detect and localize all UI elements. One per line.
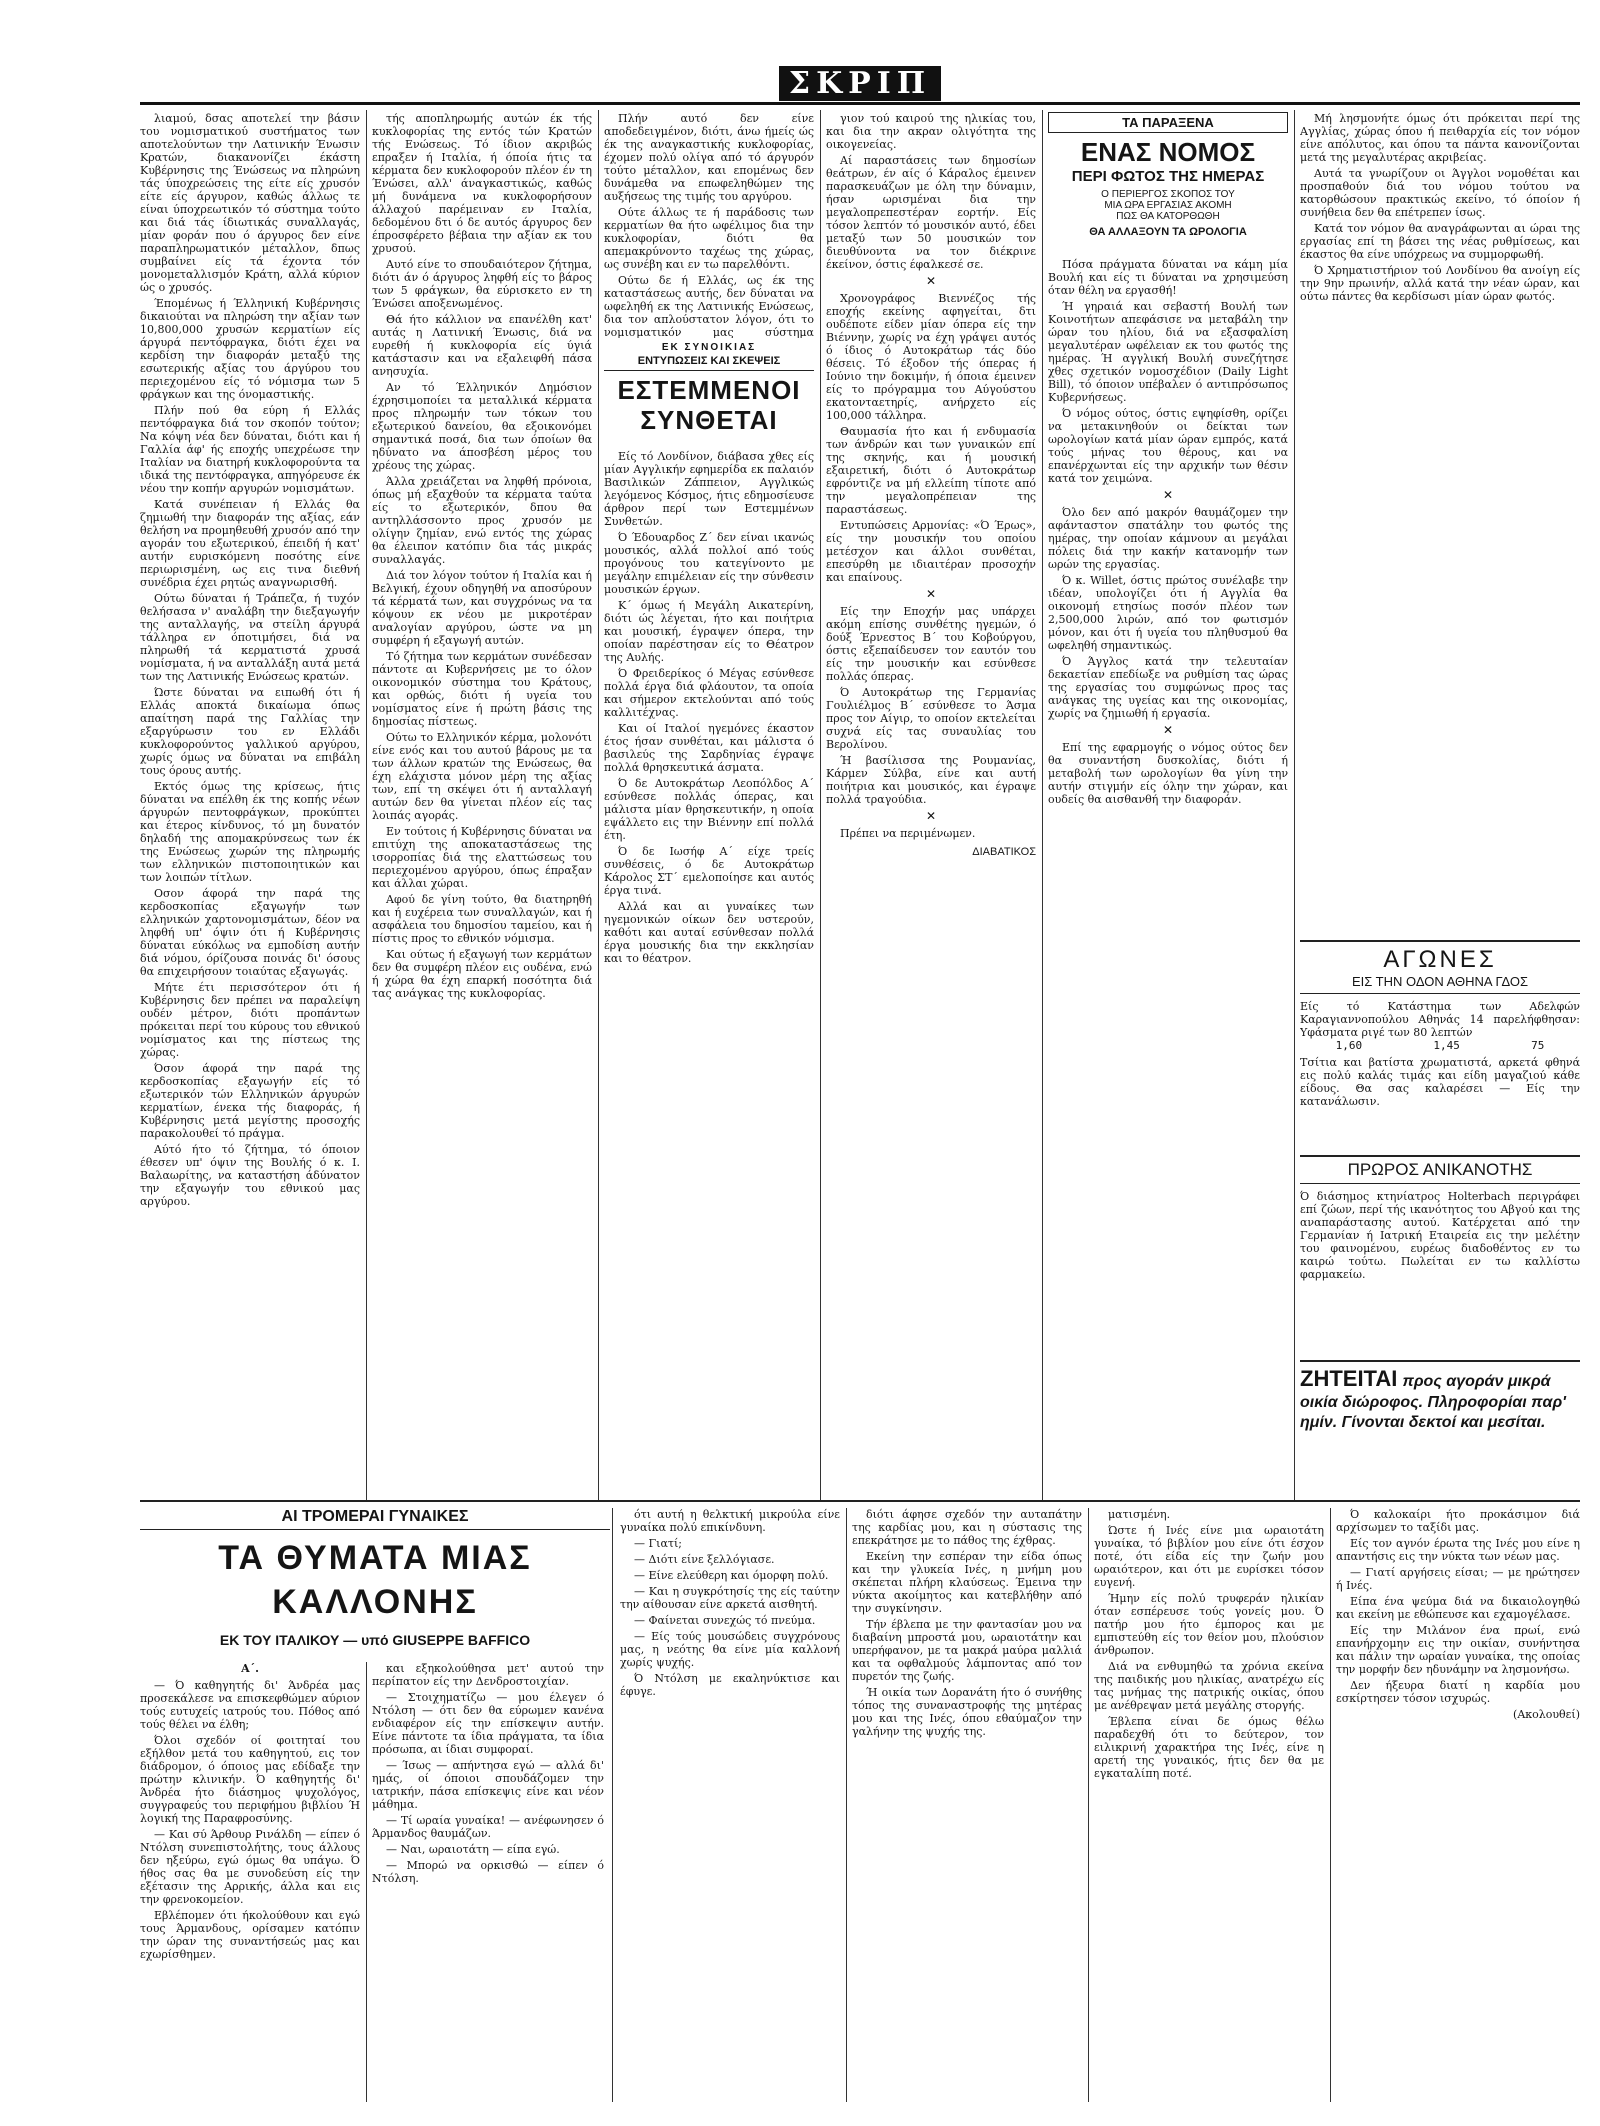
masthead bbox=[140, 62, 1580, 104]
serial-paragraph: Ώστε ή Ινές είνε μια ωραιοτάτη γυναίκα, τό βιβλίον μου είνε ότι έσχον ποτέ, ότι είδα είς την ζωήν μου ωραιότερον, και ότι με ευρίσκει τόσον ευγενή. bbox=[1094, 1524, 1324, 1589]
column-divider bbox=[820, 110, 821, 1500]
column-3-paragraph: Ούτω δε ή Ελλάς, ως έκ της καταστάσεως αυτής, δεν δύναται να ωφεληθή εκ της Λατινικής Ενώσεως, δια τον απλούστατον λόγον, ότι το νομισματικόν μας σύστημα bbox=[604, 274, 814, 338]
serial-headline: ΤΑ ΘΥΜΑΤΑ ΜΙΑΣ ΚΑΛΛΟΝΗΣ bbox=[218, 1539, 532, 1621]
story-paragraph: Είς τό Λονδίνον, διάβασα χθες είς μίαν Αγγλικήν εφημερίδα εκ παλαιόν Βασιλικών Ζάππειον, Αγγλικώς λεγόμενος Κόσμος, ήτις εδημοσίευσε άρθρον περί των Εστεμμένων Συνθετών. bbox=[604, 450, 814, 528]
serial-paragraph: — Είνε ελεύθερη και όμορφη πολύ. bbox=[634, 1569, 829, 1582]
agones-subtitle: ΕΙΣ ΤΗΝ ΟΔΟΝ ΑΘΗΝΑ ΓΔΟΣ bbox=[1300, 974, 1580, 994]
separator-mark: ✕ bbox=[1162, 488, 1174, 502]
column-1-paragraph: Αύτό ήτο τό ζήτημα, τό όποιον έθεσεν υπ' όψιν της Βουλής ό κ. Ι. Βαλαωρίτης, να καταστήση άδύνατον την εξαγωγήν του εθνικού μας αργύρου. bbox=[140, 1143, 360, 1208]
column-5-paragraph: Ό νόμος ούτος, όστις εψηφίσθη, ορίζει να μετακινηθούν οι δείκται των ωρολογίων κατά μίαν ώραν εμπρός, κατά τούς μήνας του θέρους, και να επανέρχωνται είς την αρχικήν των θέσιν κατά τον χειμώνα. bbox=[1048, 407, 1288, 485]
column-1-paragraph: Πλήν πού θα εύρη ή Ελλάς πεντόφραγκα διά τον σκοπόν τούτον; Να κόψη νέα δεν δύναται, διότι και ή Γαλλία άφ' ής εποχής υπεχρέωσε την Ιταλίαν να διατηρή κυκλοφορούντα τα ιδικά της πεντόφραγκα, απηγόρευσε έκ νέου την κοπήν αργυρών νομισμάτων. bbox=[140, 404, 360, 495]
serial-column-4 bbox=[852, 1508, 1082, 2102]
paraxena-sub-4: ΘΑ ΑΛΛΑΞΟΥΝ ΤΑ ΩΡΟΛΟΓΙΑ bbox=[1089, 226, 1247, 238]
story-paragraph: Αλλά και αι γυναίκες των ηγεμονικών οίκων δεν υστερούν, καθότι και αυταί εσύνθεσαν πολλά έργα μουσικής δια την εκκλησίαν και το θέατρον. bbox=[604, 900, 814, 965]
column-3-paragraph: Ούτε άλλως τε ή παράδοσις των κερματίων θα ήτο ωφέλιμος δια την κυκλοφορίαν, διότι θα απεμακρύνοντο ταχέως της χώρας, ως συνέβη και εν τω παρελθόντι. bbox=[604, 206, 814, 271]
column-2-paragraph: Αυτό είνε το σπουδαιότερον ζήτημα, διότι άν ό άργυρος ληφθή είς το βάρος των 5 φράγκων, θα εύρισκετο εν τη Ένώσει αποξενωμένος. bbox=[372, 258, 592, 310]
serial-paragraph: Διά να ενθυμηθώ τα χρόνια εκείνα της παιδικής μου ηλικίας, ανατρέχω είς τας μνήμας της πατρικής οικίας, όπου με ανέθρεψαν μετά μεγάλης στοργής. bbox=[1094, 1660, 1324, 1712]
column-5-paragraph: Πόσα πράγματα δύναται να κάμη μία Βουλή και είς τι δύναται να χρησιμεύση όταν θέλη να εργασθή! bbox=[1048, 258, 1288, 297]
column-divider bbox=[846, 1508, 847, 2102]
column-divider bbox=[598, 110, 599, 1500]
column-5-paragraph: Ή γηραιά και σεβαστή Βουλή των Κοινοτήτων απεφάσισε να μεταβάλη την ώραν του ηλίου, διά να εξασφαλίση μεγαλυτέραν ωφέλειαν εκ του φωτός της ημέρας. Ή αγγλική Βουλή συνεζήτησε χθες σχετικόν νομοσχέδιον (Daily Light Bill), τό όποιον υπέβαλεν ό αντιπρόσωπος Κυβερνήσεως. bbox=[1048, 300, 1288, 404]
column-2-paragraph: Εν τούτοις ή Κυβέρνησις δύναται να επιτύχη της αποκαταστάσεως της ισορροπίας διά της ελαττώσεως του περιεχομένου αργύρου, όπως έπραξαν και άλλαι χώραι. bbox=[372, 825, 592, 890]
center-headline-block bbox=[604, 342, 814, 442]
serial-column-6 bbox=[1336, 1508, 1580, 2102]
serial-paragraph: — Τί ωραία γυναίκα! — ανέφωνησεν ό Άρμανδος θαυμάζων. bbox=[372, 1814, 604, 1840]
column-6-paragraph: Αυτά τα γνωρίζουν οι Άγγλοι νομοθέται και προσπαθούν διά του νόμου τούτου να κατορθώσουν πρακτικώς εκείνο, τό όποίον ή συνήθεια δεν θα επέτρεπεν ίσως. bbox=[1300, 167, 1580, 219]
serial-paragraph: Τήν έβλεπα με την φαντασίαν μου να διαβαίνη μπροστά μου, ωραιοτάτην και υπερήφανον, με τα μακρά μαύρα μαλλιά και τα οφθαλμούς λάμποντας από τον πυρετόν της ζωής. bbox=[852, 1618, 1082, 1683]
column-2-paragraph: τής αποπληρωμής αυτών έκ τής κυκλοφορίας της εντός τών Κρατών τής Ενώσεως. Τό ίδιον ακριβώς επραξεν ή Ιταλία, ή όποία ήτις τα κέρματα δεν κυκλοφορούν πλέον έν τη Ένώσει, αλλ' άναγκαστικώς, καθώς μή δυνάμενα να κυκλοφορήσουν άλλαχού παρέμειναν εν Ιταλία, δεδομένου δτι ό δε αυτός άργυρος δεν έπροσφέρετο βέβαια την αξίαν εκ του χρυσού. bbox=[372, 112, 592, 255]
serial-paragraph: — Ναι, ωραιοτάτη — είπα εγώ. bbox=[386, 1843, 560, 1856]
serial-paragraph: — Ίσως — απήντησα εγώ — αλλά δι' ημάς, οί όποιοι σπουδάζομεν την ιατρικήν, πάσα επίσκεψις είνε και νέον μάθημα. bbox=[372, 1759, 604, 1811]
column-4-paragraph: Πρέπει να περιμένωμεν. bbox=[840, 827, 976, 840]
agones-text-2: Τσίτια και βατίστα χρωματιστά, αρκετά φθηνά εις πολύ καλάς τιμάς και είδη μαγαζιού κάθε είδους. Θα σας καλαρέσει — Είς την κατανάλωσιν. bbox=[1300, 1056, 1580, 1108]
column-5-paragraph: Ό Άγγλος κατά την τελευταίαν δεκαετίαν επεδίωξε να ρυθμίση τας ώρας της εργασίας του συμφώνως προς τας ανάγκας της υγείας και της οικονομίας, χωρίς να ζημιωθή ή εργασία. bbox=[1048, 655, 1288, 720]
column-6-paragraph: Μή λησμονήτε όμως ότι πρόκειται περί της Αγγλίας, χώρας όπου ή πειθαρχία είς τον νόμον είνε απόλυτος, και όπου τα πάντα κανονίζονται μετά της μεγαλυτέρας ακριβείας. bbox=[1300, 112, 1580, 164]
serial-divider bbox=[140, 1500, 1580, 1502]
price-1: 1,60 bbox=[1335, 1039, 1363, 1052]
story-paragraph: Ό δε Ιωσήφ Α΄ είχε τρείς συνθέσεις, ό δε Αυτοκράτωρ Κάρολος ΣΤ΄ εμελοποίησε και αυτός έργα τινά. bbox=[604, 845, 814, 897]
agones-text: Είς τό Κατάστημα των Αδελφών Καραγιαννοπούλου Αθηνάς 14 παρελήφθησαν: Υφάσματα ριγέ των 80 λεπτών bbox=[1300, 1000, 1580, 1039]
column-4-paragraph: Χρονογράφος Βιεννέζος τής εποχής εκείνης αφηγείται, δτι ουδέποτε είδεν μίαν όπερα είς την Βιέννην, χωρίς να έχη γράψει αυτός ό ίδιος ό Αυτοκράτωρ τάς δύο θέσεις. Τό έξοδον τής όπερας ή Ιούνιο την δοκιμήν, ή όποια έμεινεν είς το πρόγραμμα του Αύγούστου εκατονταετηρίς, ανήρχετο είς 100,000 τάλληρα. bbox=[826, 292, 1036, 422]
serial-paragraph: Όλοι σχεδόν οί φοιτηταί του εξήλθον μετά του καθηγητού, εις τον διάδρομον, ό όποιος μας εδίδαξε την πρώτην κλινικήν. Ό καθηγητής δι' Άνδρέα ήτο διάσημος ψυχολόγος, συγγραφεύς του περιφήμου βιβλίου Ή λογική της Παραφροσύνης. bbox=[140, 1734, 360, 1825]
column-2-paragraph: Ούτω το Ελληνικόν κέρμα, μολονότι είνε ενός και του αυτού βάρους με τα των άλλων κρατών της Ενώσεως, θα έχη ελάχιστα μόνον μέρη της αξίας των, επί τη σκέψει ότι ή ανταλλαγή αυτών δεν θα γίνεται πλέον είς τας λοιπάς αγοράς. bbox=[372, 731, 592, 822]
story-paragraph: Κ΄ όμως ή Μεγάλη Αικατερίνη, διότι ώς λέγεται, ήτο και ποιήτρια και μουσική, έγραψεν όπερα, την οποίαν παρέστησαν είς το Θέατρον της Αυλής. bbox=[604, 599, 814, 664]
column-6-paragraph: Ό Χρηματιστήριον τού Λονδίνου θα ανοίγη είς την 9ην πρωινήν, αλλά κατά την νέαν ώραν, και ούτω πάντες θα κερδίσωσι μίαν ώραν φωτός. bbox=[1300, 264, 1580, 303]
column-divider bbox=[1294, 110, 1295, 1500]
column-4-paragraph: Ή βασίλισσα της Ρουμανίας, Κάρμεν Σύλβα, είνε και αυτή ποιήτρια και μουσικός, και έγραψε πολλά τραγούδια. bbox=[826, 754, 1036, 806]
column-3-story bbox=[604, 450, 814, 1490]
serial-column-2 bbox=[372, 1662, 604, 2102]
section-label: ΕΚ ΣΥΝΟΙΚΙΑΣ bbox=[661, 342, 757, 353]
paraxena-sub-1: Ο ΠΕΡΙΕΡΓΟΣ ΣΚΟΠΟΣ ΤΟΥ bbox=[1101, 189, 1235, 200]
column-2-paragraph: Τό ζήτημα των κερμάτων συνέδεσαν πάντοτε αι Κυβερνήσεις με το όλον οικονομικόν σύστημα του Κράτους, και ορθώς, διότι ή υγεία του νομίσματος είνε ή πρώτη βάσις της δημοσίας πίστεως. bbox=[372, 650, 592, 728]
agones-prices bbox=[1300, 1039, 1580, 1052]
serial-paragraph: — Και σύ Άρθουρ Ρινάλδη — είπεν ό Ντόλση συνεπιστολήτης, τους άλλους δεν ηξεύρω, εγώ όμως θα υπάγω. Ό ήθος σας θα με συνοδεύση είς την εξέτασιν της Αρρικής, άλλα και εις την φρενοκομείον. bbox=[140, 1828, 360, 1906]
story-paragraph: Ό δε Αυτοκράτωρ Λεοπόλδος Α΄ εσύνθεσε πολλάς όπερας, και μάλιστα μίαν θρησκευτικήν, η οποία εψάλλετο εις την Βιέννην επί πολλά έτη. bbox=[604, 777, 814, 842]
serial-paragraph: — Είς τούς μουσώδεις συγχρόνους μας, η νεότης θα είνε μία καλλονή χωρίς ψυχής. bbox=[620, 1630, 840, 1669]
serial-paragraph: Δεν ήξευρα διατί η καρδία μου εσκίρτησεν τόσον ισχυρώς. bbox=[1336, 1679, 1580, 1705]
serial-paragraph: Έβλεπα είναι δε όμως θέλω παραδεχθή ότι το δεύτερον, τον ειλικρινή χαρακτήρα της Ινές, είνε η αρετή της γυναικός, ήτις δεν θα με εγκαταλίπη ποτέ. bbox=[1094, 1715, 1324, 1780]
column-4-paragraph: Αί παραστάσεις των δημοσίων θεάτρων, έν αίς ό Κάραλος έμεινεν παρασκευάζων με όλη την δύναμιν, ήσαν ωρισμέναι δια την μεγαλοπρεπεστέραν εορτήν. Είς τόσον λεπτόν τό μουσικόν αυτό, έδει μεταξύ των 50 μουσικών τον διευθύνοντα να τον διέκρινε έκείνον, όστις έφαλκεσέ σε. bbox=[826, 154, 1036, 271]
serial-paragraph: Είς την Μιλάνον ένα πρωί, ενώ επανήρχομην εις την οικίαν, συνήντησα και πάλιν την ωραίαν γυναίκα, της οποίας την μορφήν δεν ηδυνάμην να λησμονήσω. bbox=[1336, 1624, 1580, 1676]
serial-paragraph: — Φαίνεται συνεχώς τό πνεύμα. bbox=[634, 1614, 816, 1627]
serial-column-3 bbox=[620, 1508, 840, 2102]
column-4-paragraph: Θαυμασία ήτο και ή ενδυμασία των άνδρών και των γυναικών επί της σκηνής, και ή μουσική εξαιρετική, διότι ό Αυτοκράτωρ εφρόντιζε να μή ελλείπη τίποτε από την μεγαλοπρέπειαν της παραστάσεως. bbox=[826, 425, 1036, 516]
paraxena-headline-2: ΠΕΡΙ ΦΩΤΟΣ ΤΗΣ ΗΜΕΡΑΣ bbox=[1071, 168, 1265, 185]
serial-paragraph: Είπα ένα ψεύμα διά να δικαιολογηθώ και εκείνη με εθώπευσε και εχαμογέλασε. bbox=[1336, 1595, 1580, 1621]
column-6-paragraph: Κατά τον νόμον θα αναγράφωνται αι ώραι της εργασίας επί τη βάσει της νέας ρυθμίσεως, και έκαστος θα είνε υπόχρεως να συμμορφωθή. bbox=[1300, 222, 1580, 261]
serial-paragraph: — Διότι είνε ξελλόγιασε. bbox=[634, 1553, 775, 1566]
price-2: 1,45 bbox=[1433, 1039, 1460, 1052]
agones-title: ΑΓΩΝΕΣ bbox=[1300, 940, 1580, 974]
column-2-paragraph: Διά τον λόγον τούτον ή Ιταλία και ή Βελγική, έχουν οδηγηθή να αποσύρουν τά κέρματά των, και συγχρόνως να τα κόψουν εκ νέου με μικροτέραν αναλογίαν αργύρου, ώστε να μη συμφέρη ή εξαγωγή αυτών. bbox=[372, 569, 592, 647]
masthead-rule bbox=[140, 102, 1580, 105]
serial-paragraph: Εβλέπομεν ότι ήκολούθουν και εγώ τους Άρμανδους, ορίσαμεν κατόπιν την ώραν της συναντήσεώς μας και εχωρίσθημεν. bbox=[140, 1909, 360, 1961]
signature: ΔΙΑΒΑΤΙΚΟΣ bbox=[972, 846, 1036, 858]
column-divider bbox=[366, 1662, 367, 2102]
serial-paragraph: Ήμην είς πολύ τρυφεράν ηλικίαν όταν εσπέρευσε τούς γονείς μου. Ό πατήρ μου ήτο έμπορος και με εμπιστεύθη είς τον θείον μου, πλούσιον άνθρωπον. bbox=[1094, 1592, 1324, 1657]
column-1-paragraph: Όσον άφορά την παρά της κερδοσκοπίας εξαγωγήν είς τό εξωτερικόν τών Ελληνικών άργυρών κερματίων, ένεκα τής διαφοράς, ή Κυβέρνησις μετά μεγίστης προσοχής παρακολουθεί τό πράγμα. bbox=[140, 1062, 360, 1140]
serial-paragraph: — Στοιχηματίζω — μου έλεγεν ό Ντόλση — ότι δεν θα εύρωμεν κανένα ενδιαφέρον είς την επίσκεψιν αυτήν. Είνε πάντοτε τα ίδια πράγματα, τα ίδια πρόσωπα, αι ίδιαι συμφοραί. bbox=[372, 1691, 604, 1756]
serial-paragraph: — Γιατί; bbox=[634, 1537, 682, 1550]
kicker: ΕΝΤΥΠΩΣΕΙΣ ΚΑΙ ΣΚΕΨΕΙΣ bbox=[604, 355, 814, 371]
column-2-paragraph: Θά ήτο κάλλιον να επανέλθη κατ' αυτάς η Λατινική Ένωσις, διά να ευρεθή ή κυκλοφορία είς ύγιά κατάστασιν και να εξαλειφθή πάσα ανησυχία. bbox=[372, 313, 592, 378]
center-headline: ΕΣΤΕΜΜΕΝΟΙ ΣΥΝΘΕΤΑΙ bbox=[617, 375, 801, 435]
column-5-paragraph: Ό κ. Willet, όστις πρώτος συνέλαβε την ιδέαν, υπολογίζει ότι ή Αγγλία θα οικονομή ετησίως ποσόν πλέον των 2,500,000 λιρών, από τον φωτισμόν μόνον, και ότι ή υγεία του πληθυσμού θα ωφεληθή σημαντικώς. bbox=[1048, 574, 1288, 652]
zhteitai-title: ΖΗΤΕΙΤΑΙ bbox=[1300, 1366, 1398, 1391]
serial-headline-block bbox=[140, 1508, 610, 1658]
serial-paragraph: και εξηκολούθησα μετ' αυτού την περίπατον είς την Δενδροστοιχίαν. bbox=[372, 1662, 604, 1688]
zhteitai-ad bbox=[1300, 1360, 1580, 1486]
column-divider bbox=[612, 1508, 613, 2102]
column-1-paragraph: Μήτε έτι περισσότερον ότι ή Κυβέρνησις δεν πρέπει να παραλείψη ουδέν μέτρον, διότι προπάντων πρόκειται περί του κύρους του εθνικού νομίσματος και της πίστεως της χώρας. bbox=[140, 981, 360, 1059]
serial-paragraph: — Μπορώ να ορκισθώ — είπεν ό Ντόλση. bbox=[372, 1859, 604, 1885]
column-3-paragraph: Πλήν αυτό δεν είνε αποδεδειγμένον, διότι, άνω ήμείς ώς έκ της αναγκαστικής κυκλοφορίας, έχομεν πολύ ολίγα από τό άργυρόν τούτο μέταλλον, και επομένως δεν δυνάμεθα να επωφεληθώμεν της αυξήσεως της τιμής του αργύρου. bbox=[604, 112, 814, 203]
proodos-ad bbox=[1300, 1155, 1580, 1355]
column-3-top bbox=[604, 112, 814, 338]
column-1 bbox=[140, 112, 360, 1492]
column-4-paragraph: γιον τού καιρού της ηλικίας του, και δια την ακραν ολιγότητα της οικογενείας. bbox=[826, 112, 1036, 151]
column-4-paragraph: Ό Αυτοκράτωρ της Γερμανίας Γουλιέλμος Β΄ εσύνθεσε το Άσμα προς τον Αίγιρ, το οποίον εκτελείται συχνά είς τας συναυλίας του Βερολίνου. bbox=[826, 686, 1036, 751]
column-2-paragraph: Αν τό Έλληνικόν Δημόσιον έχρησιμοποίει τα μεταλλικά κέρματα προς πληρωμήν των τόκων του εξωτερικού δανείου, θα εξοικονόμει σημαντικά ποσά, δια των όποίων θα ηδύνατο να άποσβέση μέρος του χρέους της χώρας. bbox=[372, 381, 592, 472]
separator-mark: ✕ bbox=[925, 274, 937, 288]
masthead-title: ΣΚΡΙΠ bbox=[779, 66, 941, 101]
column-1-paragraph: Έπομένως ή Έλληνική Κυβέρνησις δικαιούται να πληρώση την αξίαν των 10,800,000 χρυσών κερματίων είς άργυρά πεντόφραγκα, διότι έχει να κερδίση την διαφοράν μεταξύ της εσωτερικής αξίας του άργύρου του περιεχομένου είς τό νόμισμα των 5 φράγκων και της όνομαστικής. bbox=[140, 297, 360, 401]
column-2 bbox=[372, 112, 592, 1492]
column-2-paragraph: Και ούτως ή εξαγωγή των κερμάτων δεν θα συμφέρη πλέον εις ουδένα, ενώ ή χώρα θα έχη επαρκή ποσότητα διά τας ανάγκας της κυκλοφορίας. bbox=[372, 948, 592, 1000]
paraxena-header bbox=[1048, 112, 1288, 252]
serial-byline: ΕΚ ΤΟΥ ΙΤΑΛΙΚΟΥ — υπό GIUSEPPE BAFFICO bbox=[219, 1632, 531, 1648]
separator-mark: ✕ bbox=[925, 587, 937, 601]
agones-ad bbox=[1300, 940, 1580, 1150]
serial-column-5 bbox=[1094, 1508, 1324, 2102]
column-4-paragraph: Εντυπώσεις Αρμονίας: «Ό Έρως», είς την μουσικήν του οποίου μετέσχον και άλλοι συνθέται, επεσύρθη με ιδιαιτέραν προσοχήν και επαίνους. bbox=[826, 519, 1036, 584]
serial-paragraph: Ό καλοκαίρι ήτο προκάσιμον διά αρχίσωμεν το ταξίδι μας. bbox=[1336, 1508, 1580, 1534]
column-1-paragraph: Ώστε δύναται να ειπωθή ότι ή Ελλάς αποκτά δικαίωμα όπως απαίτηση παρά της Γαλλίας την εξαργύρωσιν του εν Ελλάδι κυκλοφορούντος γαλλικού αργύρου, χωρίς όμως να δύναται να επιβάλη τους όρους αυτής. bbox=[140, 686, 360, 777]
paraxena-sub-3: ΠΩΣ ΘΑ ΚΑΤΟΡΘΩΘΗ bbox=[1116, 211, 1220, 222]
paraxena-headline-1: ΕΝΑΣ ΝΟΜΟΣ bbox=[1080, 137, 1256, 167]
separator-mark: ✕ bbox=[1162, 723, 1174, 737]
column-4 bbox=[826, 112, 1036, 1492]
serial-paragraph: — Και η συγκρότησίς της είς ταύτην την αίθουσαν είνε αρκετά αισθητή. bbox=[620, 1585, 840, 1611]
column-5-paragraph: Όλο δεν από μακρόν θαυμάζομεν την αφάνταστον σπατάλην του φωτός της ημέρας, την οποίαν κάμνουν αι μεγάλαι πόλεις διά την κακήν κατανομήν των ωρών της εργασίας. bbox=[1048, 506, 1288, 571]
serial-paragraph: — Γιατί αργήσεις είσαι; — με ηρώτησεν ή Ινές. bbox=[1336, 1566, 1580, 1592]
column-4-paragraph: Είς την Εποχήν μας υπάρχει ακόμη επίσης συνθέτης ηγεμών, ό δούξ Έρνεστος Β΄ του Κοβούργου, όστις εξεπαίδευσεν τον εαυτόν του είς την μουσικήν και εσύνθεσε πολλάς όπερας. bbox=[826, 605, 1036, 683]
proodos-text: Ό διάσημος κτηνίατρος Holterbach περιγράφει επί ζώων, περί τής ικανότητος του Αβγού και της αναπαράστασης αυτού. Κατέρχεται από την Γερμανίαν ή Ιατρική Εταιρεία εις την μελέτην του φαινομένου, ευρέως διαδοθέντος εν τω καιρώ τούτω. Πωλείται εν τω καλλίστω φαρμακείω. bbox=[1300, 1190, 1580, 1281]
column-2-paragraph: Αφού δε γίνη τούτο, θα διατηρηθή και ή ευχέρεια των συναλλαγών, και ή ασφάλεια του δημοσίου ταμείου, και ή πίστις προς το εθνικόν νόμισμα. bbox=[372, 893, 592, 945]
serial-paragraph: Ό Ντόλση με εκαληνύκτισε και έφυγε. bbox=[620, 1672, 840, 1698]
serial-column-1 bbox=[140, 1662, 360, 2102]
serial-paragraph: ματισμένη. bbox=[1108, 1508, 1171, 1521]
zhteitai-text: προς αγοράν μικρά οικία διώροφος. Πληροφορίαι παρ' ημίν. Γίνονται δεκτοί και μεσίται. bbox=[1300, 1373, 1566, 1431]
serial-paragraph: — Ό καθηγητής δι' Άνδρέα μας προσεκάλεσε να επισκεφθώμεν αύριον τούς ευτυχείς ιατρούς του. Πόθος από τούς θέλει να έλθη; bbox=[140, 1679, 360, 1731]
column-1-paragraph: Οσον άφορά την παρά της κερδοσκοπίας εξαγωγήν των ελληνικών χαρτονομισμάτων, δέον να ληφθή υπ' όψιν ότι ή Κυβέρνησις δύναται εύκόλως να εμποδίση αυτήν διά νόμου, όρίζουσα ποινάς δι' όσους θα επιχειρήσουν τοιαύτας εξαγωγάς. bbox=[140, 887, 360, 978]
paraxena-label: ΤΑ ΠΑΡΑΞΕΝΑ bbox=[1048, 112, 1288, 133]
serial-kicker: ΑΙ ΤΡΟΜΕΡΑΙ ΓΥΝΑΙΚΕΣ bbox=[140, 1508, 610, 1530]
column-divider bbox=[366, 110, 367, 1500]
column-5-paragraph: Επί της εφαρμογής ο νόμος ούτος δεν θα συναντήση δυσκολίας, διότι ή μεταβολή των ωρολογίων θα γίνη την αυτήν στιγμήν είς όλην την χώραν, και ουδείς θα αισθανθή την διαφοράν. bbox=[1048, 741, 1288, 806]
column-1-paragraph: Κατά συνέπειαν ή Ελλάς θα ζημιωθή την διαφοράν της αξίας, εάν θελήση να προμηθευθή χρυσόν από την αγοράν του εξωτερικού, έπειδή ή κατ' αυτήν ευρισκόμενη ποσότης είνε περιωρισμένη, ως εις τινα διεθνή συνέδρια έχει ρητώς αναγνωρισθή. bbox=[140, 498, 360, 589]
story-paragraph: Ό Φρειδερίκος ό Μέγας εσύνθεσε πολλά έργα διά φλάουτον, τα οποία και σήμερον εκτελούνται από τούς καλλιτέχνας. bbox=[604, 667, 814, 719]
column-6 bbox=[1300, 112, 1580, 712]
serial-paragraph: (Ακολουθεί) bbox=[1513, 1708, 1580, 1721]
column-divider bbox=[1088, 1508, 1089, 2102]
paraxena-sub-2: ΜΙΑ ΩΡΑ ΕΡΓΑΣΙΑΣ ΑΚΟΜΗ bbox=[1104, 200, 1232, 211]
proodos-title: ΠΡΩΡΟΣ ΑΝΙΚΑΝΟΤΗΣ bbox=[1300, 1155, 1580, 1184]
column-divider bbox=[1042, 110, 1043, 1500]
story-paragraph: Και οί Ιταλοί ηγεμόνες έκαστον έτος ήσαν συνθέται, και μάλιστα ό βασιλεύς της Σαρδηνίας έγραψε πολλά θρησκευτικά άσματα. bbox=[604, 722, 814, 774]
price-3: 75 bbox=[1531, 1039, 1545, 1052]
story-paragraph: Ό Έδουαρδος Ζ΄ δεν είναι ικανώς μουσικός, αλλά πολλοί από τούς προγόνους του κατεγίνοντο με μεγάλην επιμέλειαν είς την σύνθεσιν μουσικών έργων. bbox=[604, 531, 814, 596]
serial-paragraph: διότι άφησε σχεδόν την αυταπάτην της καρδίας μου, και η σύστασις της επεκράτησε με το πάθος της έχθρας. bbox=[852, 1508, 1082, 1547]
column-2-paragraph: Άλλα χρειάζεται να ληφθή πρόνοια, όπως μή εξαχθούν τα κέρματα ταύτα είς το εξωτερικόν, δπου θα αντηλλάσσοντο προς χρυσόν με ολίγην ζημίαν, ενώ εντός της χώρας θα έλειπον κατόπιν δια τάς μικράς συναλλαγάς. bbox=[372, 475, 592, 566]
separator-mark: ✕ bbox=[925, 809, 937, 823]
column-1-paragraph: λιαμού, δσας αποτελεί την βάσιν του νομισματικού συστήματος των αποτελούντων την Λατινικήν Ένωσιν Κρατών, διακανονίζει έκάστη Κυβέρνησις της Ένώσεως να πληρώνη τάς ύποχρεώσεις της είτε είς χρυσόν είτε είς άργυρον, καθώς άλλως τε είναι ύποχρεωτικόν τό σύστημα τούτο και διά τάς ίδιωτικάς συναλλαγάς, μίαν φοράν που ό άργυρος δεν είνε παραπληρωματικόν μέταλλον, δπως συμβαίνει είς τά έχοντα τόν μονομεταλλισμόν Κράτη, αλλά κύριον ώς ο χρυσός. bbox=[140, 112, 360, 294]
serial-chapter: Α΄. bbox=[241, 1662, 259, 1675]
serial-paragraph: ότι αυτή η θελκτική μικρούλα είνε γυναίκα πολύ επικίνδυνη. bbox=[620, 1508, 840, 1534]
serial-paragraph: Είς τον αγνόν έρωτα της Ινές μου είνε η απαντήσις εις την νύκτα των νέων μας. bbox=[1336, 1537, 1580, 1563]
column-1-paragraph: Εκτός όμως της κρίσεως, ήτις δύναται να επέλθη έκ της κοπής νέων άργυρών πεντοφράγκων, προκύπτει και έτερος κίνδυνος, τό μη δυνατόν δηλαδή της απομακρύνσεως των έκ της Ενώσεως χωρών της πληρωμής των ελληνικών πιστοποιητικών και των λοιπών τίτλων. bbox=[140, 780, 360, 884]
column-divider bbox=[1330, 1508, 1331, 2102]
serial-paragraph: Εκείνη την εσπέραν την είδα όπως και την γλυκεία Ινές, η μνήμη μου σκέπεται πλήρη κλαύσεως. Έμεινα την νύκτα ακοίμητος και κατεβλήθην από την συγκίνησιν. bbox=[852, 1550, 1082, 1615]
serial-paragraph: Ή οικία των Δορανάτη ήτο ό συνήθης τόπος της συναναστροφής της μητέρας μου και της Ινές, όπου εθαύμαζον την γαλήνην της ψυχής της. bbox=[852, 1686, 1082, 1738]
column-1-paragraph: Ούτω δύναται ή Τράπεζα, ή τυχόν θελήσασα ν' αναλάβη την διεξαγωγήν της ανταλλαγής, να στείλη άργυρά τάλληρα εν όποτιμήσει, διά να πληρωθή τά κερματιστά χρυσά νομίσματα, ή να ανταλλάξη αυτά μετά των της Λατινικής Ενώσεως κρατών. bbox=[140, 592, 360, 683]
column-5 bbox=[1048, 258, 1288, 1490]
